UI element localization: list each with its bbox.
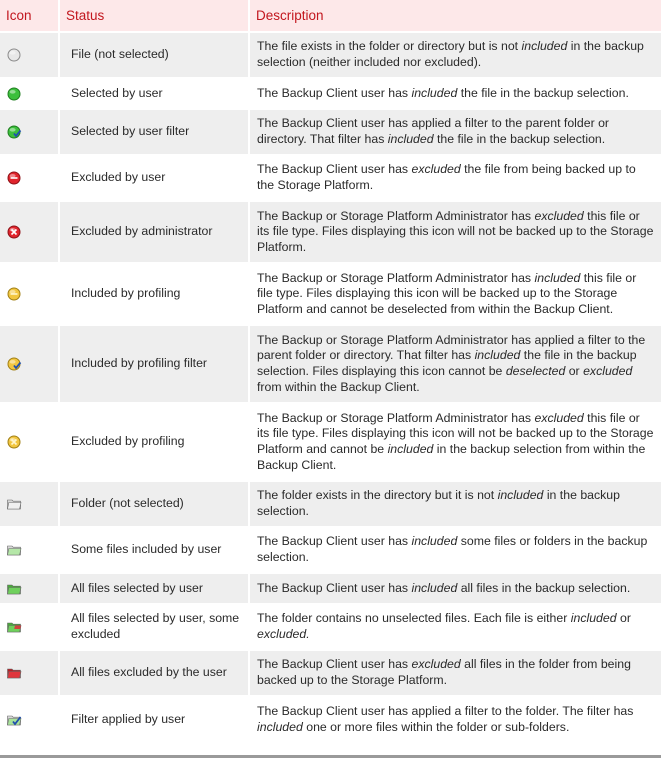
- circle-yellow-check-icon: [6, 356, 22, 370]
- description-cell: [249, 155, 661, 201]
- header-status: Status: [59, 0, 249, 32]
- icon-cell: [0, 403, 59, 481]
- description-cell: [249, 604, 661, 650]
- table-row: [0, 573, 661, 604]
- circle-yellow-minus-icon: [6, 286, 22, 300]
- status-cell: Excluded by administrator: [59, 201, 249, 263]
- status-cell: File (not selected): [59, 32, 249, 78]
- circle-red-minus-icon: [6, 170, 22, 184]
- description-text: this file or file type. Files displaying this icon will be backed up to the Storage Platform and cannot be deselected from within the Backup Client.: [257, 270, 637, 316]
- description-text: The Backup or Storage Platform Administrator has applied a filter to the parent folder or directory. That filter has: [257, 332, 646, 363]
- description-cell: [249, 650, 661, 696]
- status-cell: Selected by user: [59, 78, 249, 109]
- table-row: [0, 696, 661, 742]
- description-text: The folder exists in the directory but it is not: [257, 488, 498, 503]
- emphasis-text: included: [387, 132, 434, 146]
- description-cell: [249, 263, 661, 325]
- status-cell: All files selected by user: [59, 573, 249, 604]
- table-row: [0, 32, 661, 78]
- icon-cell: [0, 650, 59, 696]
- status-cell: Included by profiling: [59, 263, 249, 325]
- circle-yellow-x-icon: [6, 434, 22, 448]
- description-cell: [249, 201, 661, 263]
- description-text: some files or folders in the backup selection.: [257, 534, 648, 564]
- emphasis-text: included: [411, 534, 458, 549]
- status-cell: Some files included by user: [59, 527, 249, 573]
- emphasis-text: deselected: [505, 364, 566, 378]
- description-text: this file or its file type. Files displaying this icon will not be backed up to the Storage Platform and cannot be: [257, 410, 654, 456]
- table-row: [0, 481, 661, 527]
- description-cell: [249, 481, 661, 527]
- description-text: The Backup or Storage Platform Administrator has: [257, 270, 535, 285]
- emphasis-text: included: [387, 442, 434, 456]
- emphasis-text: excluded: [534, 208, 584, 223]
- folder-green-icon: [6, 581, 22, 595]
- circle-grey-icon: [6, 47, 22, 61]
- circle-green-check-icon: [6, 124, 22, 138]
- icon-cell: [0, 481, 59, 527]
- folder-partial-green-icon: [6, 542, 22, 556]
- icon-cell: [0, 109, 59, 155]
- description-cell: [249, 325, 661, 403]
- header-description: Description: [249, 0, 661, 32]
- icon-cell: [0, 696, 59, 742]
- icon-cell: [0, 263, 59, 325]
- description-text: The folder contains no unselected files. Each file is either: [257, 611, 571, 626]
- emphasis-text: included: [570, 611, 617, 626]
- folder-red-icon: [6, 665, 22, 679]
- description-text: in the backup selection (neither included nor excluded).: [257, 39, 644, 69]
- description-cell: [249, 573, 661, 604]
- emphasis-text: included: [411, 85, 458, 100]
- icon-cell: [0, 32, 59, 78]
- description-text: or: [616, 611, 631, 626]
- description-text: The Backup Client user has: [257, 162, 412, 177]
- table-row: [0, 109, 661, 155]
- description-text: The Backup Client user has applied a filter to the folder. The filter has: [257, 703, 634, 718]
- description-text: all files in the backup selection.: [457, 580, 631, 595]
- status-cell: Selected by user filter: [59, 109, 249, 155]
- icon-cell: [0, 527, 59, 573]
- description-cell: [249, 109, 661, 155]
- description-cell: [249, 527, 661, 573]
- table-row: [0, 78, 661, 109]
- table-row: [0, 201, 661, 263]
- emphasis-text: excluded: [534, 410, 584, 425]
- icon-cell: [0, 78, 59, 109]
- emphasis-text: included: [534, 270, 581, 285]
- description-text: The Backup or Storage Platform Administrator has: [257, 208, 535, 223]
- description-cell: [249, 32, 661, 78]
- status-cell: Excluded by user: [59, 155, 249, 201]
- emphasis-text: included: [257, 719, 303, 734]
- emphasis-text: included: [411, 580, 458, 595]
- emphasis-text: excluded.: [257, 627, 310, 641]
- table-row: [0, 263, 661, 325]
- icon-cell: [0, 325, 59, 403]
- emphasis-text: excluded: [411, 162, 461, 177]
- description-text: in the backup selection from within the Backup Client.: [257, 442, 646, 472]
- circle-green-icon: [6, 86, 22, 100]
- icon-cell: [0, 155, 59, 201]
- table-row: [0, 527, 661, 573]
- description-text: or: [565, 364, 584, 378]
- description-text: The Backup Client user has: [257, 580, 412, 595]
- status-cell: Included by profiling filter: [59, 325, 249, 403]
- description-cell: [249, 696, 661, 742]
- icon-cell: [0, 201, 59, 263]
- folder-grey-icon: [6, 496, 22, 510]
- table-row: [0, 650, 661, 696]
- emphasis-text: included: [497, 488, 544, 503]
- description-text: The Backup Client user has applied a filter to the parent folder or directory. That filter has: [257, 116, 610, 146]
- description-text: The Backup or Storage Platform Administrator has: [257, 410, 535, 425]
- circle-red-x-icon: [6, 224, 22, 238]
- description-text: one or more files within the folder or sub-folders.: [302, 719, 570, 734]
- description-text: all files in the folder from being backed up to the Storage Platform.: [257, 657, 631, 687]
- description-text: the file from being backed up to the Storage Platform.: [257, 162, 636, 192]
- description-text: from within the Backup Client.: [257, 379, 420, 394]
- table-row: [0, 604, 661, 650]
- icon-cell: [0, 573, 59, 604]
- status-cell: Filter applied by user: [59, 696, 249, 742]
- table-row: [0, 325, 661, 403]
- description-cell: [249, 78, 661, 109]
- emphasis-text: included: [521, 39, 568, 54]
- folder-filter-check-icon: [6, 712, 22, 726]
- status-cell: All files excluded by the user: [59, 650, 249, 696]
- emphasis-text: excluded: [583, 364, 633, 378]
- description-text: The Backup Client user has: [257, 534, 412, 549]
- table-row: [0, 403, 661, 481]
- folder-green-red-icon: [6, 619, 22, 633]
- description-text: the file in the backup selection.: [433, 132, 606, 146]
- description-text: The Backup Client user has: [257, 85, 412, 100]
- header-icon: Icon: [0, 0, 59, 32]
- emphasis-text: included: [474, 348, 521, 363]
- description-text: The Backup Client user has: [257, 657, 412, 672]
- description-text: in the backup selection.: [257, 488, 620, 518]
- description-text: the file in the backup selection. Files displaying this icon cannot be: [257, 348, 637, 378]
- description-cell: [249, 403, 661, 481]
- table-row: [0, 155, 661, 201]
- description-text: the file in the backup selection.: [457, 85, 629, 100]
- status-cell: All files selected by user, some excluded: [59, 604, 249, 650]
- status-cell: Folder (not selected): [59, 481, 249, 527]
- icon-cell: [0, 604, 59, 650]
- table-header-row: [0, 0, 661, 32]
- description-text: this file or its file type. Files displaying this icon will not be backed up to the Storage Platform.: [257, 208, 654, 254]
- status-cell: Excluded by profiling: [59, 403, 249, 481]
- emphasis-text: excluded: [411, 657, 461, 672]
- description-text: The file exists in the folder or directory but is not: [257, 39, 522, 54]
